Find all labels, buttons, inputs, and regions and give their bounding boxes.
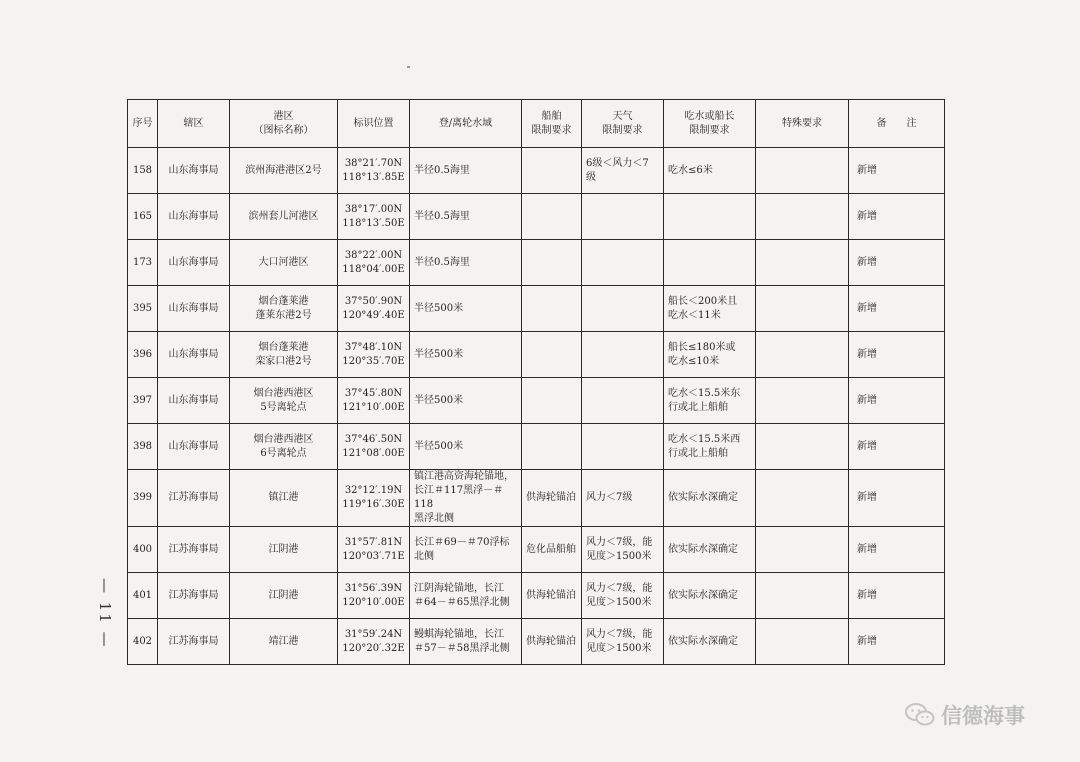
cell-line: 靖江港: [268, 635, 299, 647]
cell-waters: [410, 424, 522, 470]
cell-line: 长江＃69－＃70浮标: [414, 536, 510, 548]
cell-region: 山东海事局: [158, 332, 230, 378]
cell-line: 黑浮北侧: [414, 513, 454, 524]
cell-line: 吃水＜15.5米东: [668, 387, 741, 399]
header-line: 辖区: [183, 117, 204, 129]
cell-line: ＃64－＃65黑浮北侧: [414, 596, 510, 608]
column-header: [756, 100, 849, 148]
cell-special: [756, 424, 849, 470]
header-line: 备 注: [876, 117, 917, 129]
cell-serial: 165: [128, 194, 158, 240]
cell-ship-limit: [522, 194, 582, 240]
wechat-icon: [905, 702, 935, 728]
cell-note: 新增: [849, 194, 945, 240]
column-header: [664, 100, 756, 148]
cell-line: 120°35′.70E: [342, 355, 405, 367]
table-row: [128, 424, 945, 470]
cell-special: [756, 240, 849, 286]
cell-line: 38°22′.00N: [344, 249, 403, 261]
cell-waters: [410, 470, 522, 527]
cell-note: 新增: [849, 286, 945, 332]
cell-port: [230, 573, 338, 619]
cell-line: 供海轮锚泊: [526, 492, 576, 503]
header-line: 登/离轮水域: [438, 117, 493, 129]
scan-speck: [407, 66, 410, 68]
table-header: [128, 100, 945, 148]
cell-line: 滨州海港港区2号: [245, 164, 322, 176]
table-row: [128, 527, 945, 573]
cell-line: 镇江港: [268, 492, 299, 503]
cell-special: [756, 378, 849, 424]
cell-region: 山东海事局: [158, 424, 230, 470]
cell-line: 供海轮锚泊: [526, 635, 576, 647]
header-line: 吃水或船长: [684, 110, 735, 122]
cell-note: 新增: [849, 527, 945, 573]
watermark: [905, 700, 1025, 730]
cell-line: 38°21′.70N: [344, 157, 403, 169]
cell-line: 121°10′.00E: [342, 401, 405, 413]
cell-waters: [410, 148, 522, 194]
column-header: [522, 100, 582, 148]
cell-weather-limit: [582, 573, 664, 619]
cell-line: 危化品船舶: [526, 543, 576, 555]
cell-line: 120°03′.71E: [342, 550, 405, 562]
header-line: 限制要求: [689, 124, 730, 136]
cell-line: 37°46′.50N: [344, 433, 403, 445]
cell-line: 32°12′.19N: [344, 485, 403, 496]
cell-line: 烟台蓬莱港: [258, 295, 309, 307]
cell-special: [756, 619, 849, 665]
cell-note: 新增: [849, 240, 945, 286]
column-header: [582, 100, 664, 148]
cell-weather-limit: [582, 378, 664, 424]
column-header: [410, 100, 522, 148]
header-line: （图标名称）: [253, 124, 314, 136]
table-body: [128, 148, 945, 665]
cell-waters: [410, 527, 522, 573]
cell-region: 江苏海事局: [158, 470, 230, 527]
cell-line: 船长＜200米且: [668, 295, 738, 307]
cell-serial: 397: [128, 378, 158, 424]
cell-line: 见度＞1500米: [586, 550, 652, 562]
cell-position: [338, 619, 410, 665]
table-row: [128, 148, 945, 194]
cell-line: 依实际水深确定: [668, 492, 738, 503]
cell-line: 鳗蜞海轮锚地，长江: [414, 628, 504, 640]
cell-draft-limit: [664, 286, 756, 332]
cell-special: [756, 573, 849, 619]
cell-line: 吃水≤10米: [668, 355, 720, 367]
header-line: 序号: [132, 117, 153, 129]
table-row: [128, 194, 945, 240]
cell-line: 烟台港西港区: [253, 433, 314, 445]
cell-line: 半径500米: [414, 440, 464, 452]
cell-line: 大口河港区: [258, 256, 309, 268]
cell-position: [338, 573, 410, 619]
cell-port: [230, 332, 338, 378]
cell-line: 见度＞1500米: [586, 596, 652, 608]
cell-line: 风力＜7级，能: [586, 628, 653, 640]
cell-ship-limit: [522, 240, 582, 286]
cell-line: 镇江港高资海轮锚地，: [414, 471, 514, 482]
cell-line: 风力＜7级，能: [586, 536, 653, 548]
header-line: 标识位置: [353, 117, 394, 129]
cell-region: 山东海事局: [158, 378, 230, 424]
table-row: [128, 573, 945, 619]
cell-line: ＃57－＃58黑浮北侧: [414, 642, 510, 654]
cell-note: 新增: [849, 619, 945, 665]
cell-waters: [410, 240, 522, 286]
cell-port: [230, 240, 338, 286]
cell-line: 行或北上船舶: [668, 447, 728, 459]
cell-weather-limit: [582, 527, 664, 573]
cell-line: 级: [586, 171, 596, 183]
cell-weather-limit: [582, 286, 664, 332]
cell-weather-limit: [582, 470, 664, 527]
cell-waters: [410, 286, 522, 332]
cell-weather-limit: [582, 194, 664, 240]
cell-serial: 173: [128, 240, 158, 286]
cell-ship-limit: [522, 573, 582, 619]
cell-region: 江苏海事局: [158, 527, 230, 573]
cell-line: 半径0.5海里: [414, 164, 470, 176]
cell-line: 半径500米: [414, 302, 464, 314]
cell-position: [338, 240, 410, 286]
cell-draft-limit: [664, 148, 756, 194]
cell-ship-limit: [522, 332, 582, 378]
cell-waters: [410, 619, 522, 665]
cell-weather-limit: [582, 619, 664, 665]
cell-port: [230, 286, 338, 332]
cell-weather-limit: [582, 424, 664, 470]
cell-region: 江苏海事局: [158, 619, 230, 665]
cell-line: 6级＜风力＜7: [586, 157, 649, 169]
table-row: [128, 378, 945, 424]
cell-serial: 398: [128, 424, 158, 470]
cell-waters: [410, 332, 522, 378]
cell-draft-limit: [664, 332, 756, 378]
cell-line: 37°48′.10N: [344, 341, 403, 353]
cell-line: 半径0.5海里: [414, 210, 470, 222]
cell-line: 5号离轮点: [260, 401, 307, 413]
cell-serial: 396: [128, 332, 158, 378]
cell-weather-limit: [582, 240, 664, 286]
cell-region: 山东海事局: [158, 148, 230, 194]
column-header: [158, 100, 230, 148]
cell-draft-limit: [664, 527, 756, 573]
cell-waters: [410, 573, 522, 619]
table-row: [128, 240, 945, 286]
cell-draft-limit: [664, 619, 756, 665]
cell-line: 118°04′.00E: [342, 263, 405, 275]
cell-region: 山东海事局: [158, 286, 230, 332]
cell-line: 118°13′.50E: [342, 217, 405, 229]
page-number: — 11 —: [96, 578, 114, 649]
header-line: 特殊要求: [782, 117, 822, 129]
cell-note: 新增: [849, 470, 945, 527]
cell-line: 长江＃117黑浮－＃118: [414, 485, 504, 510]
cell-line: 6号离轮点: [260, 447, 307, 459]
cell-line: 半径500米: [414, 394, 464, 406]
cell-line: 风力＜7级: [586, 492, 633, 503]
cell-position: [338, 148, 410, 194]
cell-special: [756, 286, 849, 332]
cell-serial: 395: [128, 286, 158, 332]
cell-line: 江阴海轮锚地，长江: [414, 582, 504, 594]
cell-line: 半径0.5海里: [414, 256, 470, 268]
cell-draft-limit: [664, 424, 756, 470]
column-header: [230, 100, 338, 148]
cell-line: 118°13′.85E: [342, 171, 405, 183]
header-line: 限制要求: [602, 124, 643, 136]
cell-line: 北侧: [414, 550, 434, 562]
cell-port: [230, 470, 338, 527]
cell-line: 行或北上船舶: [668, 401, 728, 413]
cell-line: 120°49′.40E: [342, 309, 405, 321]
cell-position: [338, 378, 410, 424]
cell-note: 新增: [849, 424, 945, 470]
cell-line: 蓬莱东港2号: [255, 309, 312, 321]
cell-line: 栾家口港2号: [255, 355, 312, 367]
header-line: 天气: [612, 110, 633, 122]
cell-line: 120°10′.00E: [342, 596, 405, 608]
cell-note: 新增: [849, 148, 945, 194]
cell-serial: 401: [128, 573, 158, 619]
cell-position: [338, 194, 410, 240]
cell-ship-limit: [522, 286, 582, 332]
cell-line: 吃水≤6米: [668, 164, 713, 176]
cell-line: 120°20′.32E: [342, 642, 405, 654]
cell-draft-limit: [664, 573, 756, 619]
cell-note: 新增: [849, 378, 945, 424]
cell-line: 半径500米: [414, 348, 464, 360]
cell-ship-limit: [522, 527, 582, 573]
cell-port: [230, 378, 338, 424]
cell-weather-limit: [582, 332, 664, 378]
cell-line: 滨州套儿河港区: [248, 210, 319, 222]
cell-draft-limit: [664, 470, 756, 527]
cell-position: [338, 470, 410, 527]
column-header: [128, 100, 158, 148]
cell-special: [756, 148, 849, 194]
cell-serial: 399: [128, 470, 158, 527]
cell-position: [338, 332, 410, 378]
cell-line: 31°57′.81N: [344, 536, 403, 548]
cell-line: 31°59′.24N: [344, 628, 403, 640]
cell-special: [756, 527, 849, 573]
cell-line: 37°45′.80N: [344, 387, 403, 399]
watermark-text: 信德海事: [941, 704, 1025, 728]
cell-ship-limit: [522, 424, 582, 470]
cell-serial: 402: [128, 619, 158, 665]
cell-ship-limit: [522, 378, 582, 424]
column-header: [849, 100, 945, 148]
cell-line: 烟台港西港区: [253, 387, 314, 399]
header-line: 船舶: [541, 110, 562, 122]
cell-port: [230, 424, 338, 470]
cell-port: [230, 148, 338, 194]
cell-serial: 400: [128, 527, 158, 573]
cell-line: 31°56′.39N: [344, 582, 403, 594]
table-row: [128, 470, 945, 527]
cell-waters: [410, 194, 522, 240]
cell-line: 121°08′.00E: [342, 447, 405, 459]
header-line: 限制要求: [531, 124, 572, 136]
cell-line: 吃水＜15.5米西: [668, 433, 741, 445]
cell-weather-limit: [582, 148, 664, 194]
cell-position: [338, 424, 410, 470]
cell-line: 依实际水深确定: [668, 589, 738, 601]
cell-draft-limit: [664, 194, 756, 240]
cell-ship-limit: [522, 619, 582, 665]
cell-draft-limit: [664, 240, 756, 286]
cell-port: [230, 194, 338, 240]
cell-port: [230, 619, 338, 665]
cell-line: 37°50′.90N: [344, 295, 403, 307]
cell-line: 船长≤180米或: [668, 341, 736, 353]
table-row: [128, 332, 945, 378]
cell-note: 新增: [849, 332, 945, 378]
cell-serial: 158: [128, 148, 158, 194]
cell-note: 新增: [849, 573, 945, 619]
cell-line: 江阴港: [268, 589, 299, 601]
cell-line: 依实际水深确定: [668, 635, 738, 647]
cell-line: 38°17′.00N: [344, 203, 403, 215]
cell-line: 烟台蓬莱港: [258, 341, 309, 353]
cell-line: 风力＜7级，能: [586, 582, 653, 594]
cell-line: 吃水＜11米: [668, 309, 721, 321]
cell-line: 江阴港: [268, 543, 299, 555]
cell-line: 供海轮锚泊: [526, 589, 576, 601]
cell-special: [756, 332, 849, 378]
cell-waters: [410, 378, 522, 424]
cell-port: [230, 527, 338, 573]
cell-region: 江苏海事局: [158, 573, 230, 619]
cell-region: 山东海事局: [158, 194, 230, 240]
cell-region: 山东海事局: [158, 240, 230, 286]
cell-line: 见度＞1500米: [586, 642, 652, 654]
header-line: 港区: [273, 110, 294, 122]
cell-special: [756, 470, 849, 527]
table-row: [128, 619, 945, 665]
cell-line: 依实际水深确定: [668, 543, 738, 555]
table-row: [128, 286, 945, 332]
cell-ship-limit: [522, 148, 582, 194]
cell-position: [338, 286, 410, 332]
cell-ship-limit: [522, 470, 582, 527]
cell-draft-limit: [664, 378, 756, 424]
notice-table: [127, 99, 945, 665]
cell-line: 119°16′.30E: [342, 499, 405, 510]
column-header: [338, 100, 410, 148]
cell-special: [756, 194, 849, 240]
cell-position: [338, 527, 410, 573]
